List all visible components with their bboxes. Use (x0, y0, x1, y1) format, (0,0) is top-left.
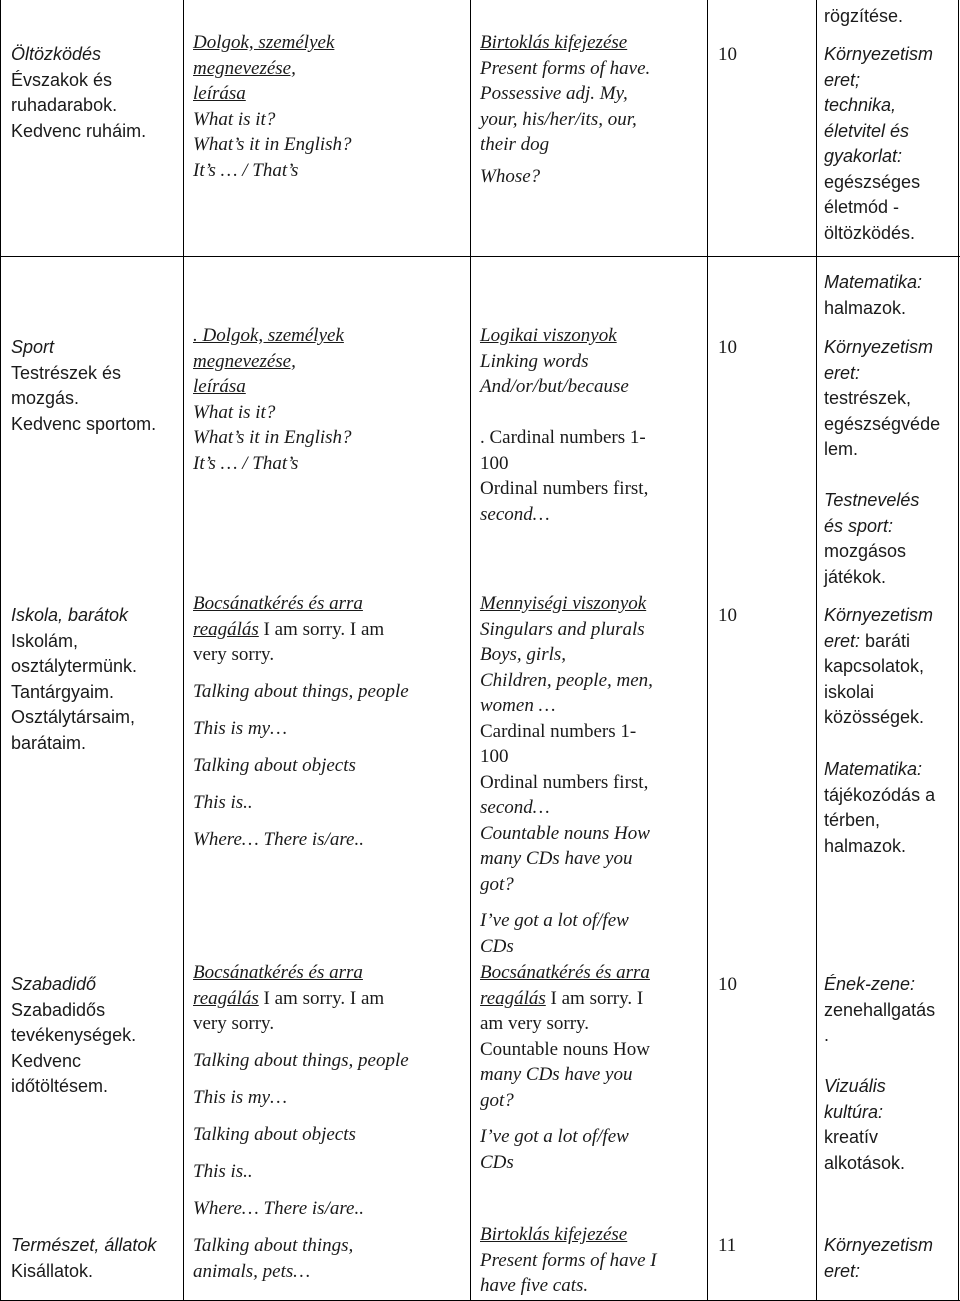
links-subject: életvitel és (824, 120, 910, 141)
links-line: kapcsolatok, (824, 656, 925, 676)
links-line: halmazok. (824, 297, 907, 318)
grammar-line: reagálás I am sorry. I (480, 987, 644, 1009)
function-line: It’s … / That’s (193, 452, 299, 474)
grammar-line: I’ve got a lot of/few (480, 1126, 629, 1147)
function-line: It’s … / That’s (193, 159, 299, 181)
function-line: Talking about things, (193, 1235, 354, 1256)
grammar-line: Countable nouns How (480, 1038, 650, 1060)
grammar-line: Linking words (480, 350, 589, 372)
function-line: This is my… (193, 1087, 287, 1108)
grammar-line: CDs (480, 1151, 514, 1173)
links-subject: Matematika: (824, 272, 923, 292)
links-line: testrészek, (824, 388, 912, 408)
grammar-line: am very sorry. (480, 1013, 590, 1034)
links-line: halmazok. (824, 835, 907, 856)
links-subject: gyakorlat: (824, 146, 903, 166)
grammar-line: second… (480, 797, 550, 818)
links-subject: Testnevelés (824, 490, 920, 510)
links-subject: Környezetism (824, 337, 934, 357)
topic-line: tevékenységek. (11, 1025, 137, 1045)
links-cell (824, 42, 933, 246)
function-line: Where… There is/are.. (193, 1198, 364, 1219)
links-cell (824, 335, 940, 463)
grammar-line: Boys, girls, (480, 644, 567, 665)
topic-line: Tantárgyaim. (11, 681, 115, 702)
grammar-heading: Birtoklás kifejezése (480, 1224, 628, 1245)
links-subject: Környezetism (824, 1235, 934, 1255)
function-line: What is it? (193, 401, 276, 423)
grammar-line: got? (480, 873, 514, 895)
links-subject: Környezetism (824, 605, 934, 625)
row-divider-1 (0, 256, 960, 257)
links-line: öltözködés. (824, 222, 916, 243)
grammar-heading: Mennyiségi viszonyok (480, 593, 647, 614)
grammar-line: Countable nouns How (480, 822, 650, 844)
function-line: This is.. (193, 792, 253, 813)
links-line: mozgásos (824, 541, 907, 561)
function-line: reagálás I am sorry. I am (193, 618, 385, 640)
grammar-line: Children, people, men, (480, 669, 653, 691)
grammar-line: their dog (480, 134, 550, 155)
hours-value: 10 (718, 605, 737, 626)
column-divider-3 (707, 0, 708, 1301)
language-function-cell (193, 1233, 353, 1284)
links-cell (824, 972, 935, 1049)
language-function-cell (193, 323, 352, 476)
grammar-heading: Birtoklás kifejezése (480, 32, 628, 53)
grammar-line: Whose? (480, 165, 541, 187)
grammar-cell (480, 908, 629, 959)
topic-line: mozgás. (11, 388, 80, 408)
links-line: egészséges (824, 171, 921, 192)
language-function-cell (193, 30, 352, 183)
links-cell (824, 488, 919, 590)
column-divider-4 (816, 0, 817, 1301)
topic-line: osztálytermünk. (11, 656, 138, 676)
function-line: Talking about things, people (193, 1050, 409, 1071)
function-line: reagálás I am sorry. I am (193, 987, 385, 1009)
links-line: közösségek. (824, 707, 925, 727)
hours-value: 10 (718, 337, 737, 358)
topic-line: barátaim. (11, 732, 87, 753)
links-subject: kultúra: (824, 1101, 884, 1122)
links-line: kreatív (824, 1127, 879, 1147)
links-cell (824, 270, 922, 321)
language-function-cell (193, 591, 384, 668)
links-line: alkotások. (824, 1152, 906, 1173)
column-divider-2 (470, 0, 471, 1301)
function-line: What’s it in English? (193, 427, 352, 448)
column-divider-1 (183, 0, 184, 1301)
grammar-line: . Cardinal numbers 1- (480, 427, 646, 448)
links-subject: eret; (824, 69, 861, 90)
grammar-cell (480, 960, 650, 1113)
topic-cell (11, 335, 156, 437)
grammar-line: Singulars and plurals (480, 618, 645, 640)
grammar-line: I’ve got a lot of/few (480, 910, 629, 931)
function-heading: Dolgok, személyek megnevezése, leírása (193, 32, 335, 104)
function-line: very sorry. (193, 644, 275, 665)
links-cell (824, 1074, 905, 1176)
grammar-line: many CDs have you (480, 848, 633, 869)
grammar-line: second… (480, 503, 550, 525)
links-subject: Matematika: (824, 759, 923, 779)
links-line: tájékozódás a (824, 784, 936, 805)
function-line: Talking about objects (193, 755, 356, 776)
links-line: egészségvéde (824, 413, 941, 434)
grammar-line: Ordinal numbers first, (480, 771, 649, 793)
grammar-line: 100 (480, 746, 509, 767)
hours-value: 10 (718, 974, 737, 995)
function-line: Talking about things, people (193, 681, 409, 702)
links-subject: és sport: (824, 515, 894, 536)
topic-line: Osztálytársaim, (11, 707, 136, 727)
topic-cell (11, 42, 146, 144)
function-line: This is.. (193, 1161, 253, 1182)
grammar-line: Possessive adj. My, (480, 83, 628, 104)
grammar-line: 100 (480, 452, 509, 474)
links-line: rögzítése. (824, 6, 904, 26)
links-line: zenehallgatás (824, 999, 936, 1020)
function-heading: Bocsánatkérés és arra (193, 962, 363, 983)
links-line: játékok. (824, 566, 887, 587)
links-line: eret: baráti (824, 630, 911, 651)
grammar-line: women … (480, 695, 556, 716)
topic-title: Természet, állatok (11, 1235, 157, 1255)
hours-value: 11 (718, 1235, 737, 1256)
function-heading: . Dolgok, személyek megnevezése, leírása (193, 325, 344, 397)
grammar-line: got? (480, 1089, 514, 1111)
function-line: What is it? (193, 108, 276, 130)
function-line: animals, pets… (193, 1260, 311, 1282)
function-line: This is my… (193, 718, 287, 739)
topic-title: Öltözködés (11, 44, 102, 64)
grammar-cell (480, 591, 653, 897)
function-heading: Bocsánatkérés és arra (193, 593, 363, 614)
grammar-line: your, his/her/its, our, (480, 108, 637, 130)
links-cell (824, 4, 903, 30)
links-subject: Környezetism (824, 44, 934, 64)
grammar-line: Ordinal numbers first, (480, 478, 649, 499)
grammar-cell (480, 30, 650, 189)
topic-line: Szabadidős (11, 999, 106, 1020)
topic-line: Évszakok és (11, 69, 113, 90)
topic-line: Kedvenc (11, 1050, 82, 1071)
topic-line: Testrészek és (11, 362, 122, 383)
hours-value: 10 (718, 44, 737, 65)
topic-title: Iskola, barátok (11, 605, 129, 625)
grammar-line: CDs (480, 935, 514, 957)
links-line: térben, (824, 810, 881, 830)
function-line: Where… There is/are.. (193, 829, 364, 850)
topic-line: időtöltésem. (11, 1076, 109, 1096)
language-function-cell (193, 673, 409, 858)
grammar-cell (480, 323, 629, 400)
grammar-line: many CDs have you (480, 1064, 633, 1085)
function-line: very sorry. (193, 1013, 275, 1034)
grammar-line: And/or/but/because (480, 376, 629, 397)
topic-cell (11, 603, 137, 756)
links-cell (824, 757, 935, 859)
links-cell (824, 1233, 933, 1284)
grammar-line: have five cats. (480, 1275, 589, 1296)
grammar-heading: Bocsánatkérés és arra (480, 962, 650, 983)
grammar-cell (480, 425, 648, 527)
links-subject: technika, (824, 95, 897, 115)
topic-cell (11, 1233, 156, 1284)
topic-title: Szabadidő (11, 974, 97, 994)
topic-line: Iskolám, (11, 630, 79, 651)
links-subject: eret: (824, 362, 861, 383)
language-function-cell (193, 960, 384, 1037)
links-line: iskolai (824, 681, 875, 702)
links-line: . (824, 1025, 830, 1045)
grammar-cell (480, 1124, 629, 1175)
topic-line: Kisállatok. (11, 1260, 94, 1281)
function-line: What’s it in English? (193, 134, 352, 155)
topic-title: Sport (11, 337, 55, 357)
topic-line: Kedvenc sportom. (11, 413, 157, 434)
links-line: életmód - (824, 197, 900, 217)
links-subject: eret: (824, 1260, 861, 1281)
grammar-line: Cardinal numbers 1- (480, 720, 637, 742)
function-line: Talking about objects (193, 1124, 356, 1145)
grammar-line: Present forms of have I (480, 1249, 657, 1271)
links-subject: Vizuális (824, 1076, 886, 1096)
topic-cell (11, 972, 136, 1100)
links-line: lem. (824, 439, 859, 459)
grammar-heading: Logikai viszonyok (480, 325, 617, 346)
language-function-cell (193, 1042, 409, 1227)
grammar-cell (480, 1222, 657, 1299)
topic-line: Kedvenc ruháim. (11, 120, 147, 141)
table-border-right (958, 0, 959, 1301)
table-border-left (0, 0, 1, 1301)
links-cell (824, 603, 933, 731)
topic-line: ruhadarabok. (11, 95, 118, 115)
grammar-line: Present forms of have. (480, 57, 651, 79)
links-subject: Ének-zene: (824, 974, 916, 994)
